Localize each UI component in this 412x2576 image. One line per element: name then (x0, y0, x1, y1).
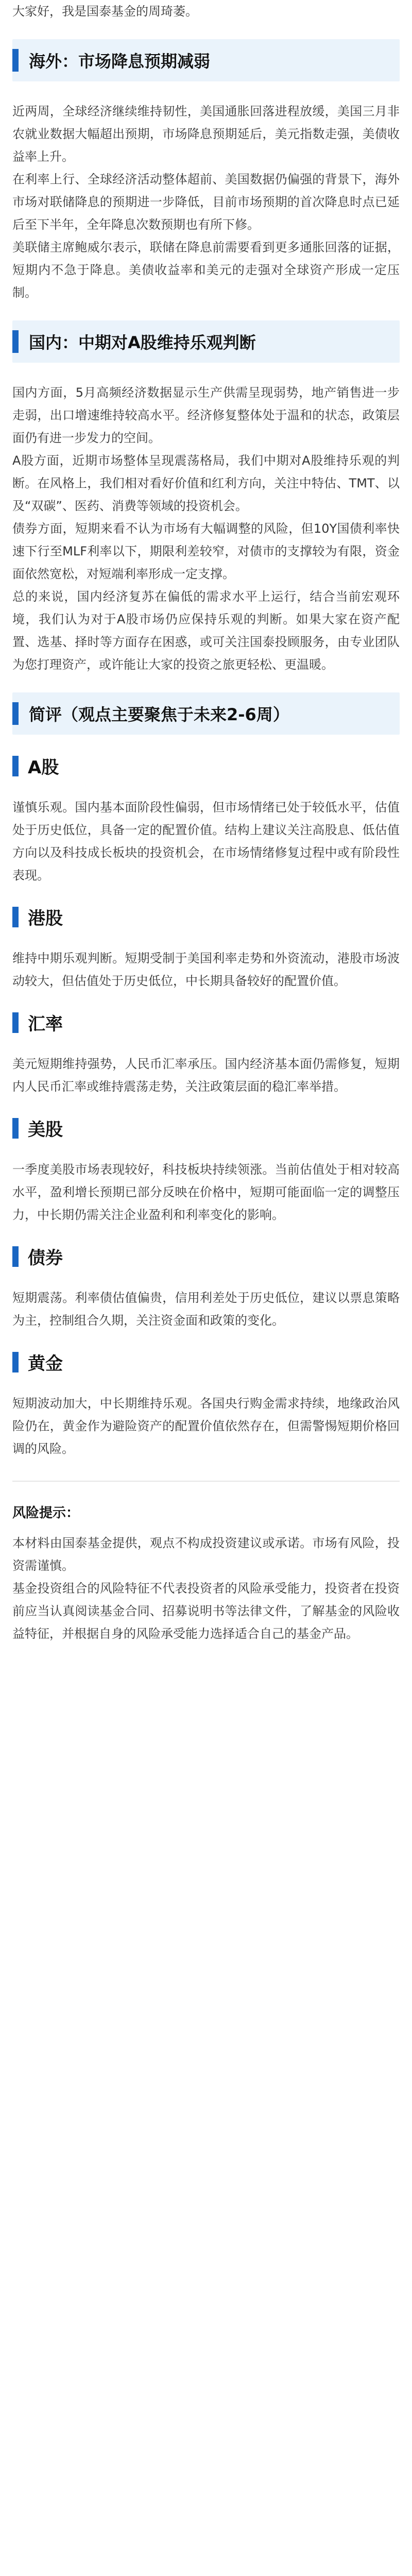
paragraph: 总的来说，国内经济复苏在偏低的需求水平上运行，结合当前宏观环境，我们认为对于A股市场仍应保持乐观的判断。如果大家在资产配置、选基、择时等方面存在困惑，或可关注国泰投顾服务，由专业团队为您打理资产，或许能让大家的投资之旅更轻松、更温暖。 (12, 589, 400, 672)
subsection-title: 汇率 (28, 1014, 63, 1035)
paragraph: 基金投资组合的风险特征不代表投资者的风险承受能力，投资者在投资前应当认真阅读基金合同、招募说明书等法律文件，了解基金的风险收益特征，并根据自身的风险承受能力选择适合自己的基金产品。 (12, 1581, 400, 1641)
section-header (12, 692, 400, 735)
section-title: 国内：中期对A股维持乐观判断 (29, 333, 256, 352)
paragraph: 在利率上行、全球经济活动整体超前、美国数据仍偏强的背景下，海外市场对联储降息的预期进一步降低，目前市场预期的首次降息时点已延后至下半年，全年降息次数预期也有所下修。 (12, 172, 400, 232)
paragraph: 维持中期乐观判断。短期受制于美国利率走势和外资流动，港股市场波动较大，但估值处于历史低位，中长期具备较好的配置价值。 (12, 951, 400, 988)
subsection-header (12, 904, 400, 929)
section-domestic (12, 320, 400, 676)
accent-bar (12, 330, 19, 353)
paragraph: 本材料由国泰基金提供，观点不构成投资建议或承诺。市场有风险，投资需谨慎。 (12, 1536, 400, 1573)
paragraph: 谨慎乐观。国内基本面阶段性偏弱，但市场情绪已处于较低水平，估值处于历史低位，具备一定的配置价值。结构上建议关注高股息、低估值方向以及科技成长板块的投资机会，在市场情绪修复过程中或有阶段性表现。 (12, 800, 400, 883)
subsection-title: 债券 (28, 1248, 63, 1268)
subsection-title: 港股 (28, 908, 63, 929)
intro-text: 大家好，我是国泰基金的周琦萎。 (12, 4, 198, 19)
subsection-header (12, 1010, 400, 1035)
paragraph: 短期波动加大，中长期维持乐观。各国央行购金需求持续，地缘政治风险仍在，黄金作为避险资产的配置价值依然存在，但需警惕短期价格回调的风险。 (12, 1396, 400, 1456)
subsection-header (12, 753, 400, 778)
paragraph: 美元短期维持强势，人民币汇率承压。国内经济基本面仍需修复，短期内人民币汇率或维持震荡走势，关注政策层面的稳汇率举措。 (12, 1057, 400, 1094)
accent-bar (12, 1118, 19, 1139)
accent-bar (12, 702, 19, 725)
paragraph: 国内方面，5月高频经济数据显示生产供需呈现弱势，地产销售进一步走弱，出口增速维持较高水平。经济修复整体处于温和的状态，政策层面仍有进一步发力的空间。 (12, 385, 400, 445)
subsection-header (12, 1349, 400, 1375)
section-header (12, 39, 400, 81)
risk-title: 风险提示： (12, 1505, 80, 1521)
accent-bar (12, 1012, 19, 1033)
subsection-title: A股 (28, 757, 59, 778)
accent-bar (12, 1352, 19, 1372)
accent-bar (12, 1246, 19, 1267)
divider (12, 1481, 400, 1482)
accent-bar (12, 49, 19, 72)
paragraph: 债券方面，短期来看不认为市场有大幅调整的风险，但10Y国债利率快速下行至MLF利率以下，期限利差较窄，对债市的支撑较为有限，资金面依然宽松，对短端利率形成一定支撑。 (12, 521, 400, 581)
subsection-title: 黄金 (28, 1353, 63, 1374)
paragraph: A股方面，近期市场整体呈现震荡格局，我们中期对A股维持乐观的判断。在风格上，我们相对看好价值和红利方向，关注中特估、TMT、以及“双碳”、医药、消费等领域的投资机会。 (12, 453, 400, 513)
paragraph: 近两周，全球经济继续维持韧性，美国通胀回落进程放缓，美国三月非农就业数据大幅超出预期，市场降息预期延后，美元指数走强，美债收益率上升。 (12, 104, 400, 164)
subsection-header (12, 1244, 400, 1269)
section-title: 简评（观点主要聚焦于未来2-6周） (29, 705, 289, 724)
paragraph: 美联储主席鲍威尔表示，联储在降息前需要看到更多通胀回落的证据，短期内不急于降息。美债收益率和美元的走强对全球资产形成一定压制。 (12, 240, 400, 300)
section-header (12, 320, 400, 363)
accent-bar (12, 907, 19, 927)
paragraph: 一季度美股市场表现较好，科技板块持续领涨。当前估值处于相对较高水平，盈利增长预期已部分反映在价格中，短期可能面临一定的调整压力，中长期仍需关注企业盈利和利率变化的影响。 (12, 1162, 400, 1222)
section-outlook (12, 692, 400, 1460)
risk-disclosure (12, 1502, 400, 1645)
section-title: 海外：市场降息预期减弱 (29, 52, 211, 71)
paragraph: 短期震荡。利率债估值偏贵，信用利差处于历史低位，建议以票息策略为主，控制组合久期，关注资金面和政策的变化。 (12, 1291, 400, 1328)
section-overseas (12, 39, 400, 304)
subsection-title: 美股 (28, 1120, 63, 1140)
subsection-header (12, 1115, 400, 1141)
accent-bar (12, 756, 19, 776)
